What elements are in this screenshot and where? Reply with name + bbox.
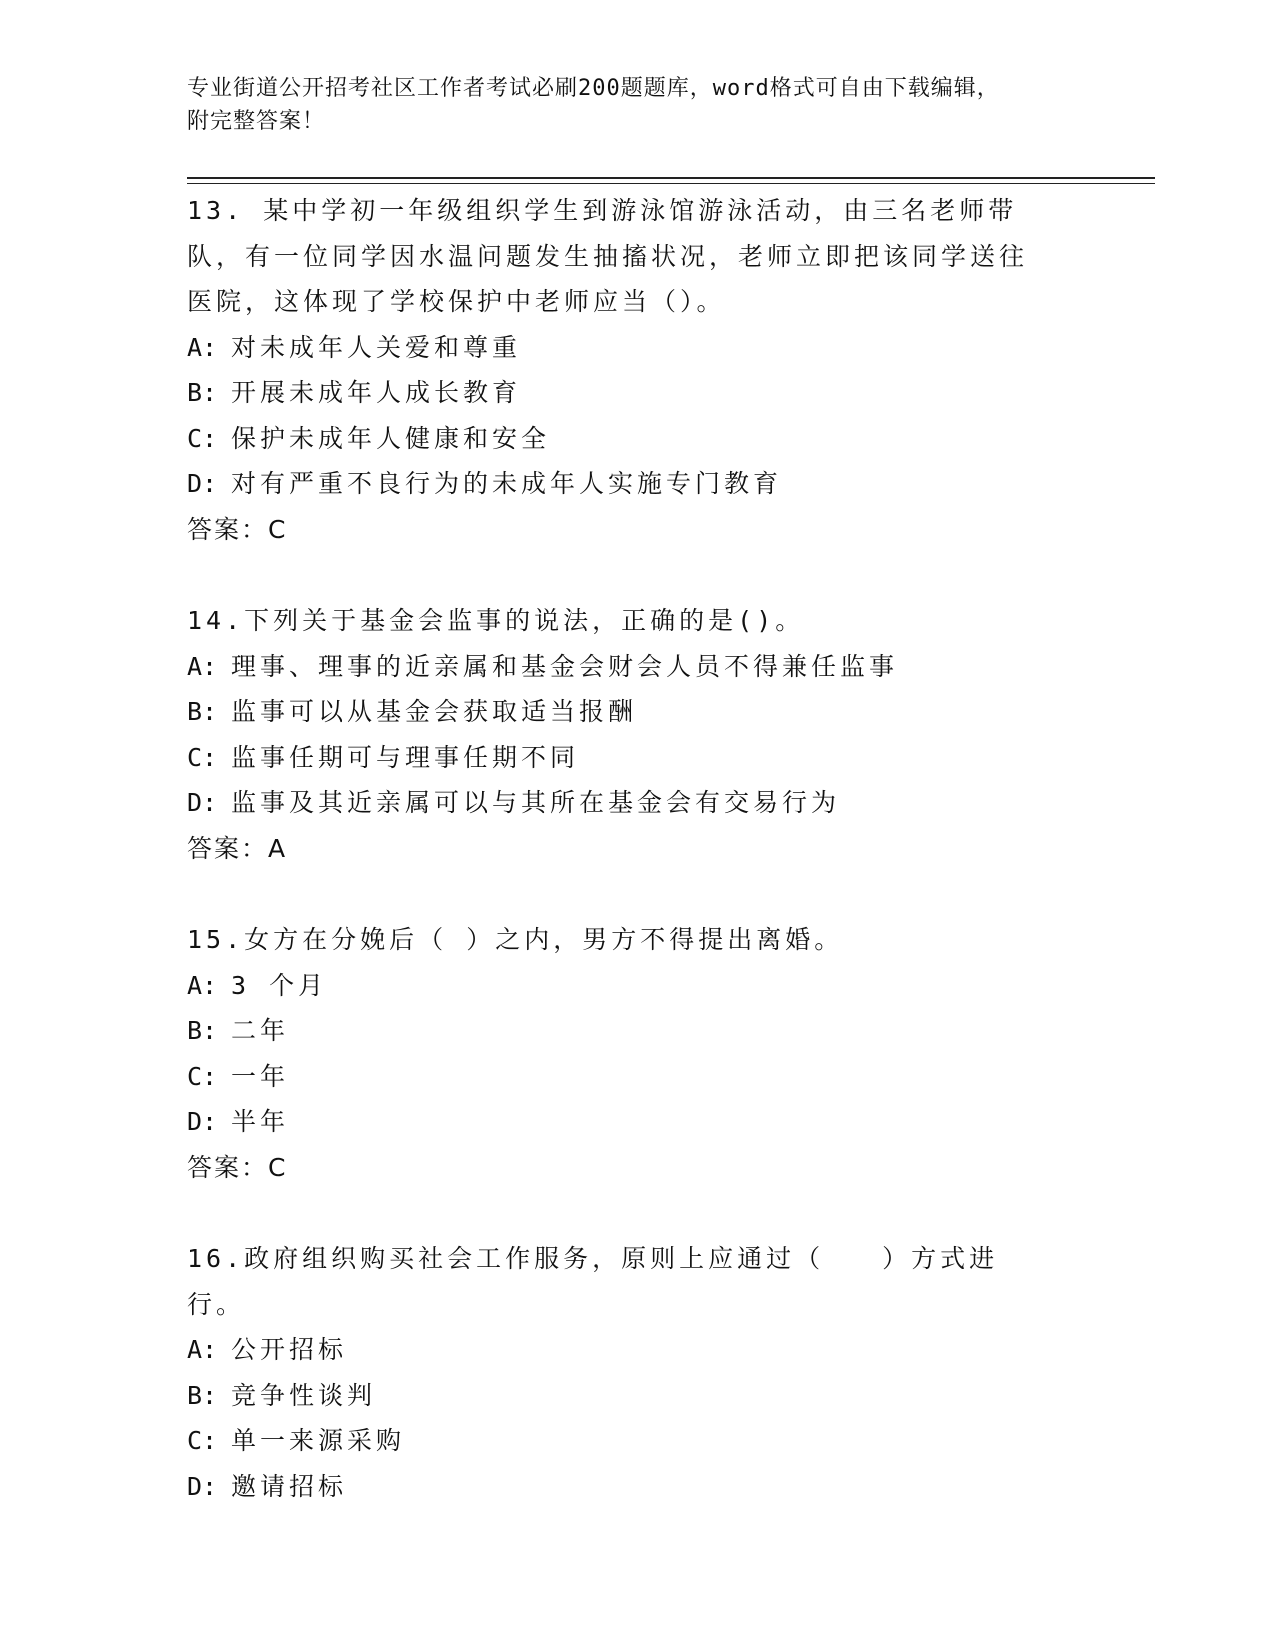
- option-c: [187, 416, 1087, 462]
- option-key: B:: [187, 697, 218, 726]
- option-text: 理事、理事的近亲属和基金会财会人员不得兼任监事: [231, 651, 899, 681]
- option-text: 监事任期可与理事任期不同: [231, 742, 580, 772]
- option-text: 公开招标: [231, 1335, 348, 1364]
- question-15: [187, 917, 1087, 1190]
- answer-line: 答案：A: [187, 833, 288, 863]
- option-key: A:: [187, 651, 218, 681]
- option-text: 3 个月: [231, 970, 328, 1000]
- option-d: [187, 461, 1087, 507]
- option-key: A:: [187, 970, 218, 1000]
- option-text: 邀请招标: [231, 1471, 348, 1501]
- answer-line: 答案：C: [187, 514, 288, 544]
- option-key: C:: [187, 1426, 218, 1455]
- option-text: 对有严重不良行为的未成年人实施专门教育: [231, 469, 783, 498]
- option-key: B:: [187, 1380, 218, 1410]
- document-header: [187, 72, 1087, 138]
- option-key: B:: [187, 378, 218, 407]
- option-text: 保护未成年人健康和安全: [231, 423, 551, 453]
- option-text: 监事及其近亲属可以与其所在基金会有交易行为: [231, 788, 841, 817]
- option-text: 竞争性谈判: [231, 1380, 377, 1410]
- option-key: A:: [187, 1335, 218, 1364]
- question-stem: 13. 某中学初一年级组织学生到游泳馆游泳活动，由三名老师带队，有一位同学因水温问题发生抽搐状况，老师立即把该同学送往医院，这体现了学校保护中老师应当（）。: [187, 196, 1029, 316]
- option-key: D:: [187, 788, 218, 817]
- option-key: C:: [187, 1061, 218, 1091]
- option-key: D:: [187, 1107, 218, 1136]
- header-line-2: 附完整答案！: [187, 109, 326, 134]
- option-b: [187, 370, 1087, 416]
- option-a: [187, 963, 1087, 1009]
- question-14: [187, 598, 1087, 871]
- option-text: 一年: [231, 1061, 290, 1091]
- question-stem: 15.女方在分娩后（ ）之内，男方不得提出离婚。: [187, 925, 844, 954]
- option-text: 二年: [231, 1016, 290, 1045]
- header-line-1: 专业街道公开招考社区工作者考试必刷200题题库，word格式可自由下载编辑，: [187, 76, 1000, 101]
- option-c: [187, 735, 1087, 781]
- option-d: [187, 780, 1087, 826]
- option-d: [187, 1099, 1087, 1145]
- option-b: [187, 1373, 1087, 1419]
- option-c: [187, 1054, 1087, 1100]
- question-16: [187, 1236, 1087, 1509]
- option-key: D:: [187, 1471, 218, 1501]
- option-a: [187, 644, 1087, 690]
- option-b: [187, 1008, 1087, 1054]
- option-text: 半年: [231, 1107, 290, 1136]
- option-c: [187, 1418, 1087, 1464]
- answer-line: 答案：C: [187, 1152, 288, 1182]
- option-text: 单一来源采购: [231, 1426, 406, 1455]
- option-key: C:: [187, 742, 218, 772]
- option-text: 开展未成年人成长教育: [231, 378, 522, 407]
- option-key: D:: [187, 469, 218, 498]
- question-13: [187, 188, 1087, 552]
- option-key: A:: [187, 332, 218, 362]
- option-text: 监事可以从基金会获取适当报酬: [231, 697, 638, 726]
- option-a: [187, 1327, 1087, 1373]
- question-stem: 14.下列关于基金会监事的说法，正确的是()。: [187, 606, 805, 635]
- option-key: C:: [187, 423, 218, 453]
- header-divider-thick: [187, 177, 1155, 179]
- option-d: [187, 1464, 1087, 1510]
- option-text: 对未成年人关爱和尊重: [231, 332, 522, 362]
- option-a: [187, 325, 1087, 371]
- header-divider-thin: [187, 183, 1155, 184]
- question-stem: 16.政府组织购买社会工作服务，原则上应通过（ ）方式进行。: [187, 1244, 999, 1319]
- option-key: B:: [187, 1016, 218, 1045]
- option-b: [187, 689, 1087, 735]
- question-list: [187, 188, 1087, 1555]
